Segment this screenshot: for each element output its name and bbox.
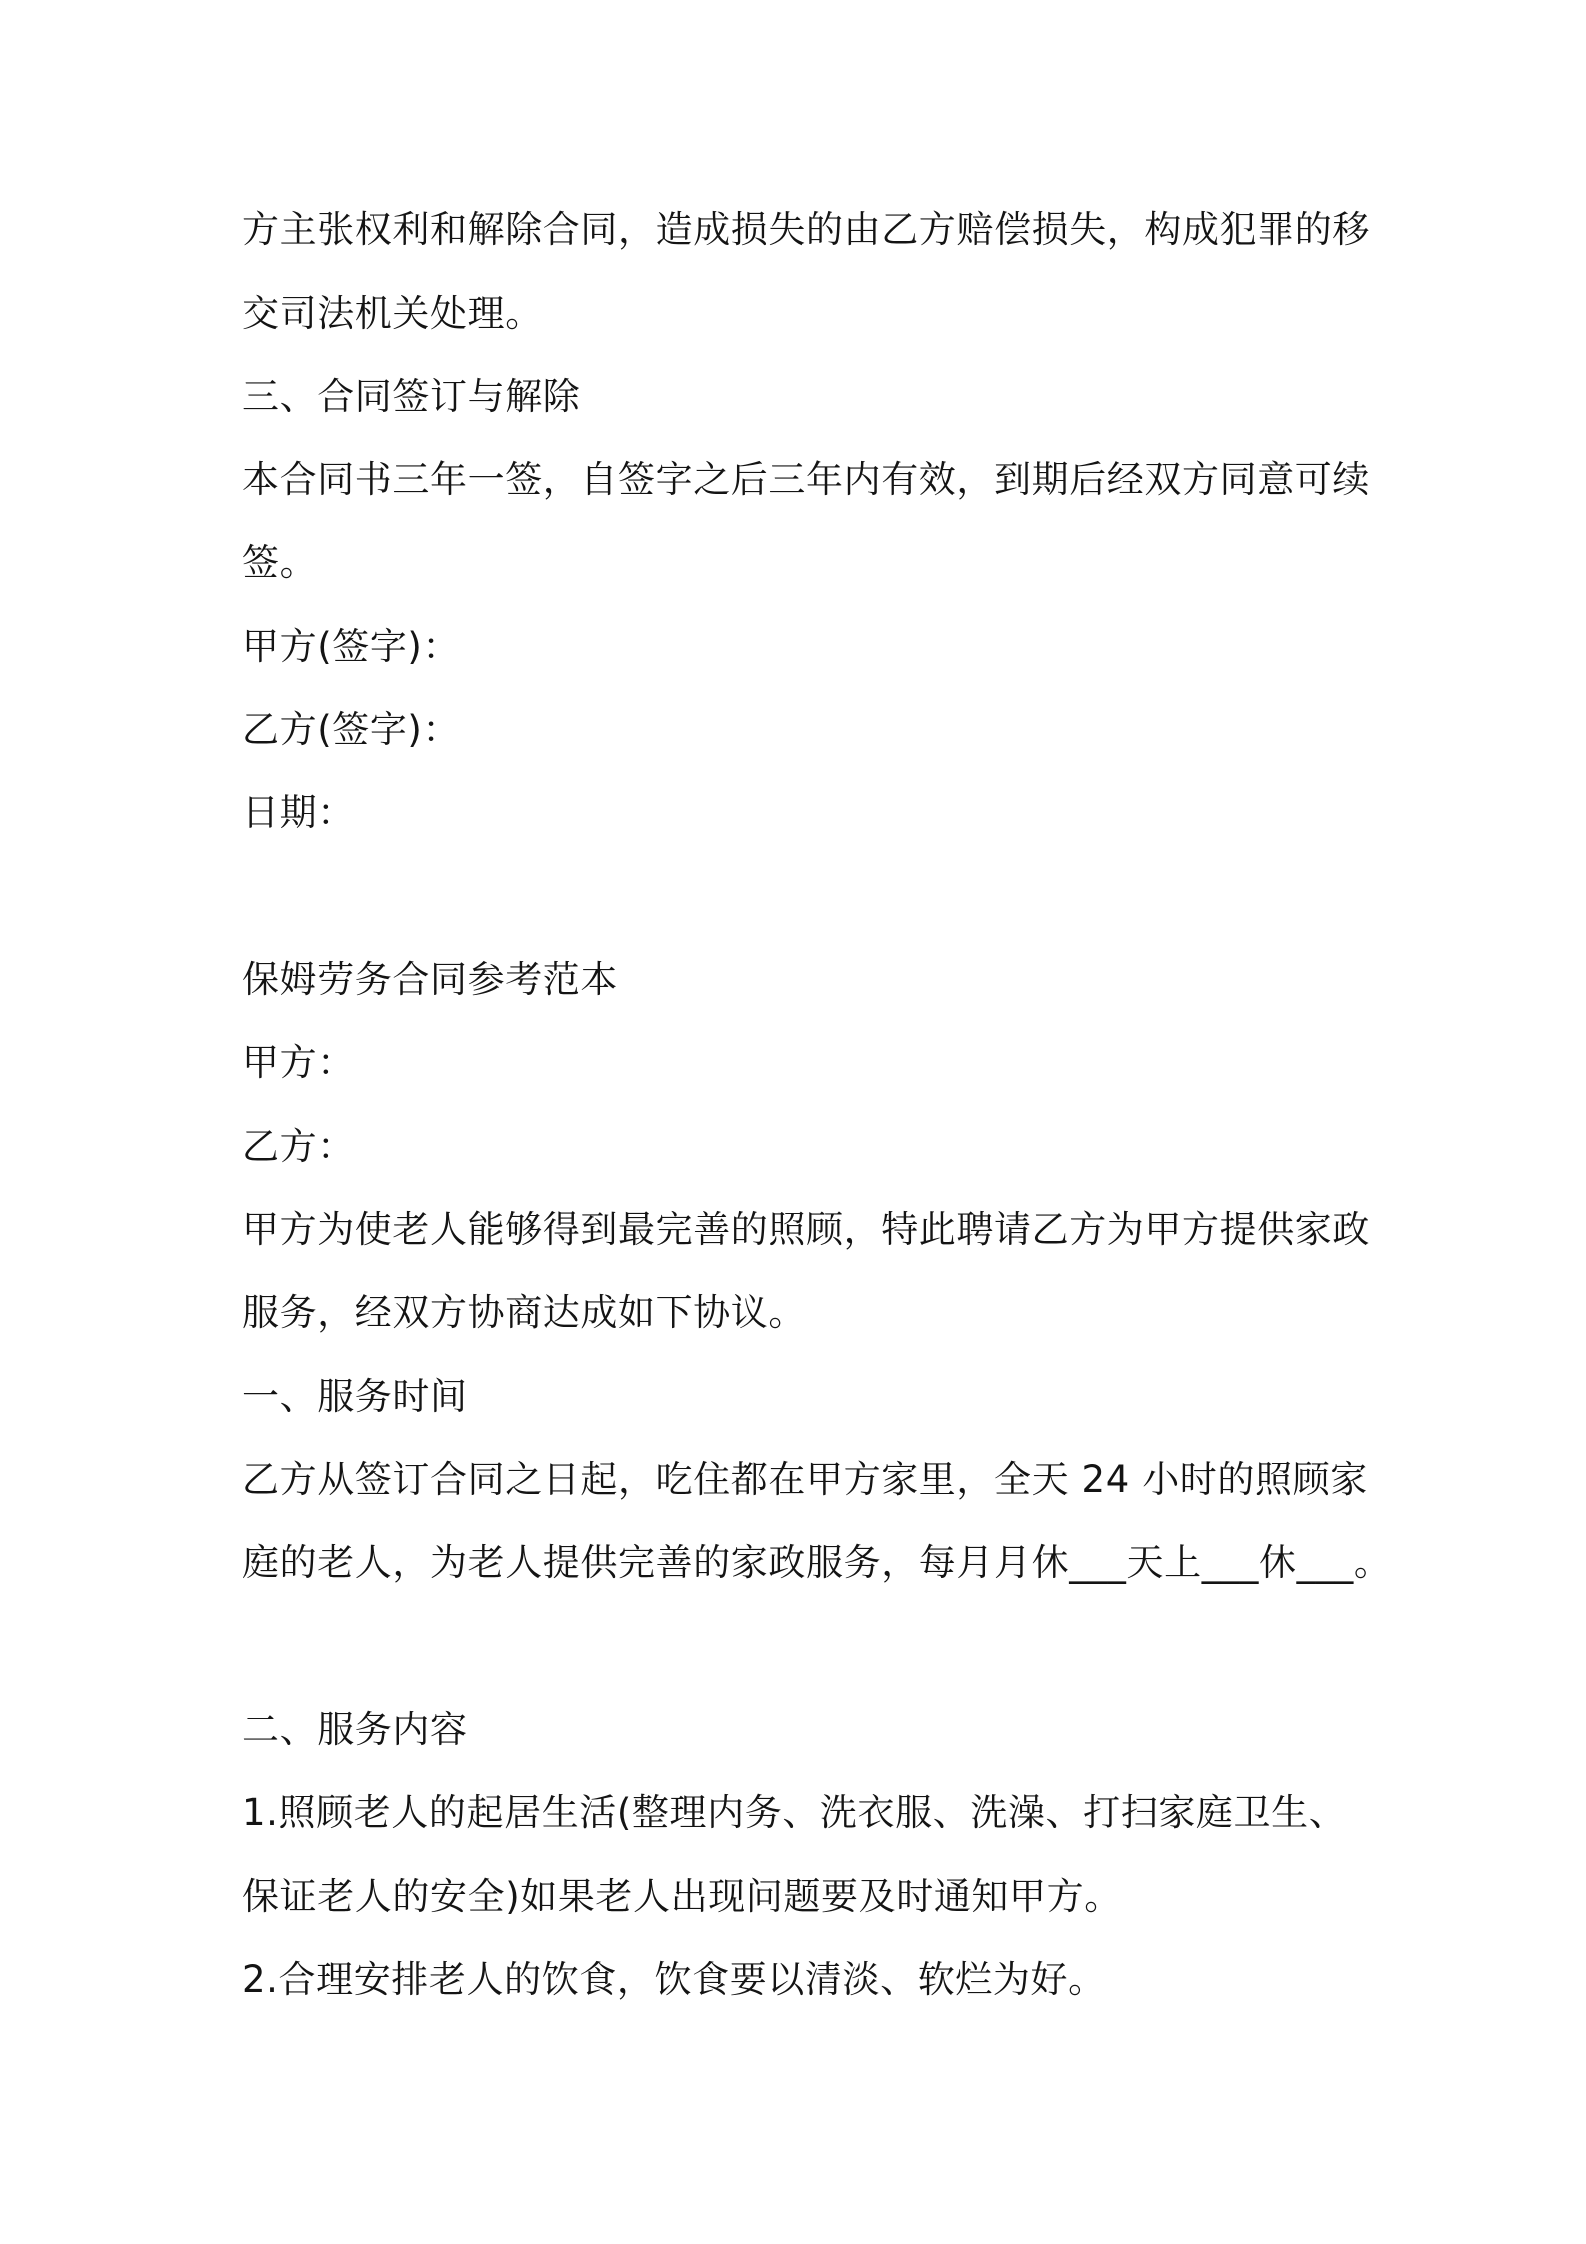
party-b-field: 乙方： — [242, 1125, 355, 1168]
party-a-field: 甲方： — [242, 1041, 355, 1084]
signature-field-party-b: 乙方(签字)： — [242, 708, 461, 751]
document-title: 保姆劳务合同参考范本 — [242, 958, 618, 1001]
paragraph-line: 签。 — [242, 541, 318, 584]
list-item: 2.合理安排老人的饮食，饮食要以清淡、软烂为好。 — [242, 1958, 1106, 2001]
date-field: 日期： — [242, 791, 355, 834]
paragraph-line: 本合同书三年一签，自签字之后三年内有效，到期后经双方同意可续 — [242, 458, 1370, 501]
list-item-continuation: 保证老人的安全)如果老人出现问题要及时通知甲方。 — [242, 1875, 1122, 1918]
section-heading: 二、服务内容 — [242, 1708, 468, 1751]
paragraph-line: 交司法机关处理。 — [242, 292, 543, 335]
signature-field-party-a: 甲方(签字)： — [242, 625, 461, 668]
paragraph-line: 方主张权利和解除合同，造成损失的由乙方赔偿损失，构成犯罪的移 — [242, 208, 1370, 251]
paragraph-line: 甲方为使老人能够得到最完善的照顾，特此聘请乙方为甲方提供家政 — [242, 1208, 1370, 1251]
paragraph-line: 乙方从签订合同之日起，吃住都在甲方家里，全天 24 小时的照顾家 — [242, 1458, 1368, 1501]
section-heading: 三、合同签订与解除 — [242, 375, 581, 418]
section-heading: 一、服务时间 — [242, 1375, 468, 1418]
paragraph-line: 服务，经双方协商达成如下协议。 — [242, 1291, 806, 1334]
list-item: 1.照顾老人的起居生活(整理内务、洗衣服、洗澡、打扫家庭卫生、 — [242, 1791, 1347, 1834]
paragraph-line: 庭的老人，为老人提供完善的家政服务，每月月休___天上___休___。 — [242, 1541, 1392, 1584]
